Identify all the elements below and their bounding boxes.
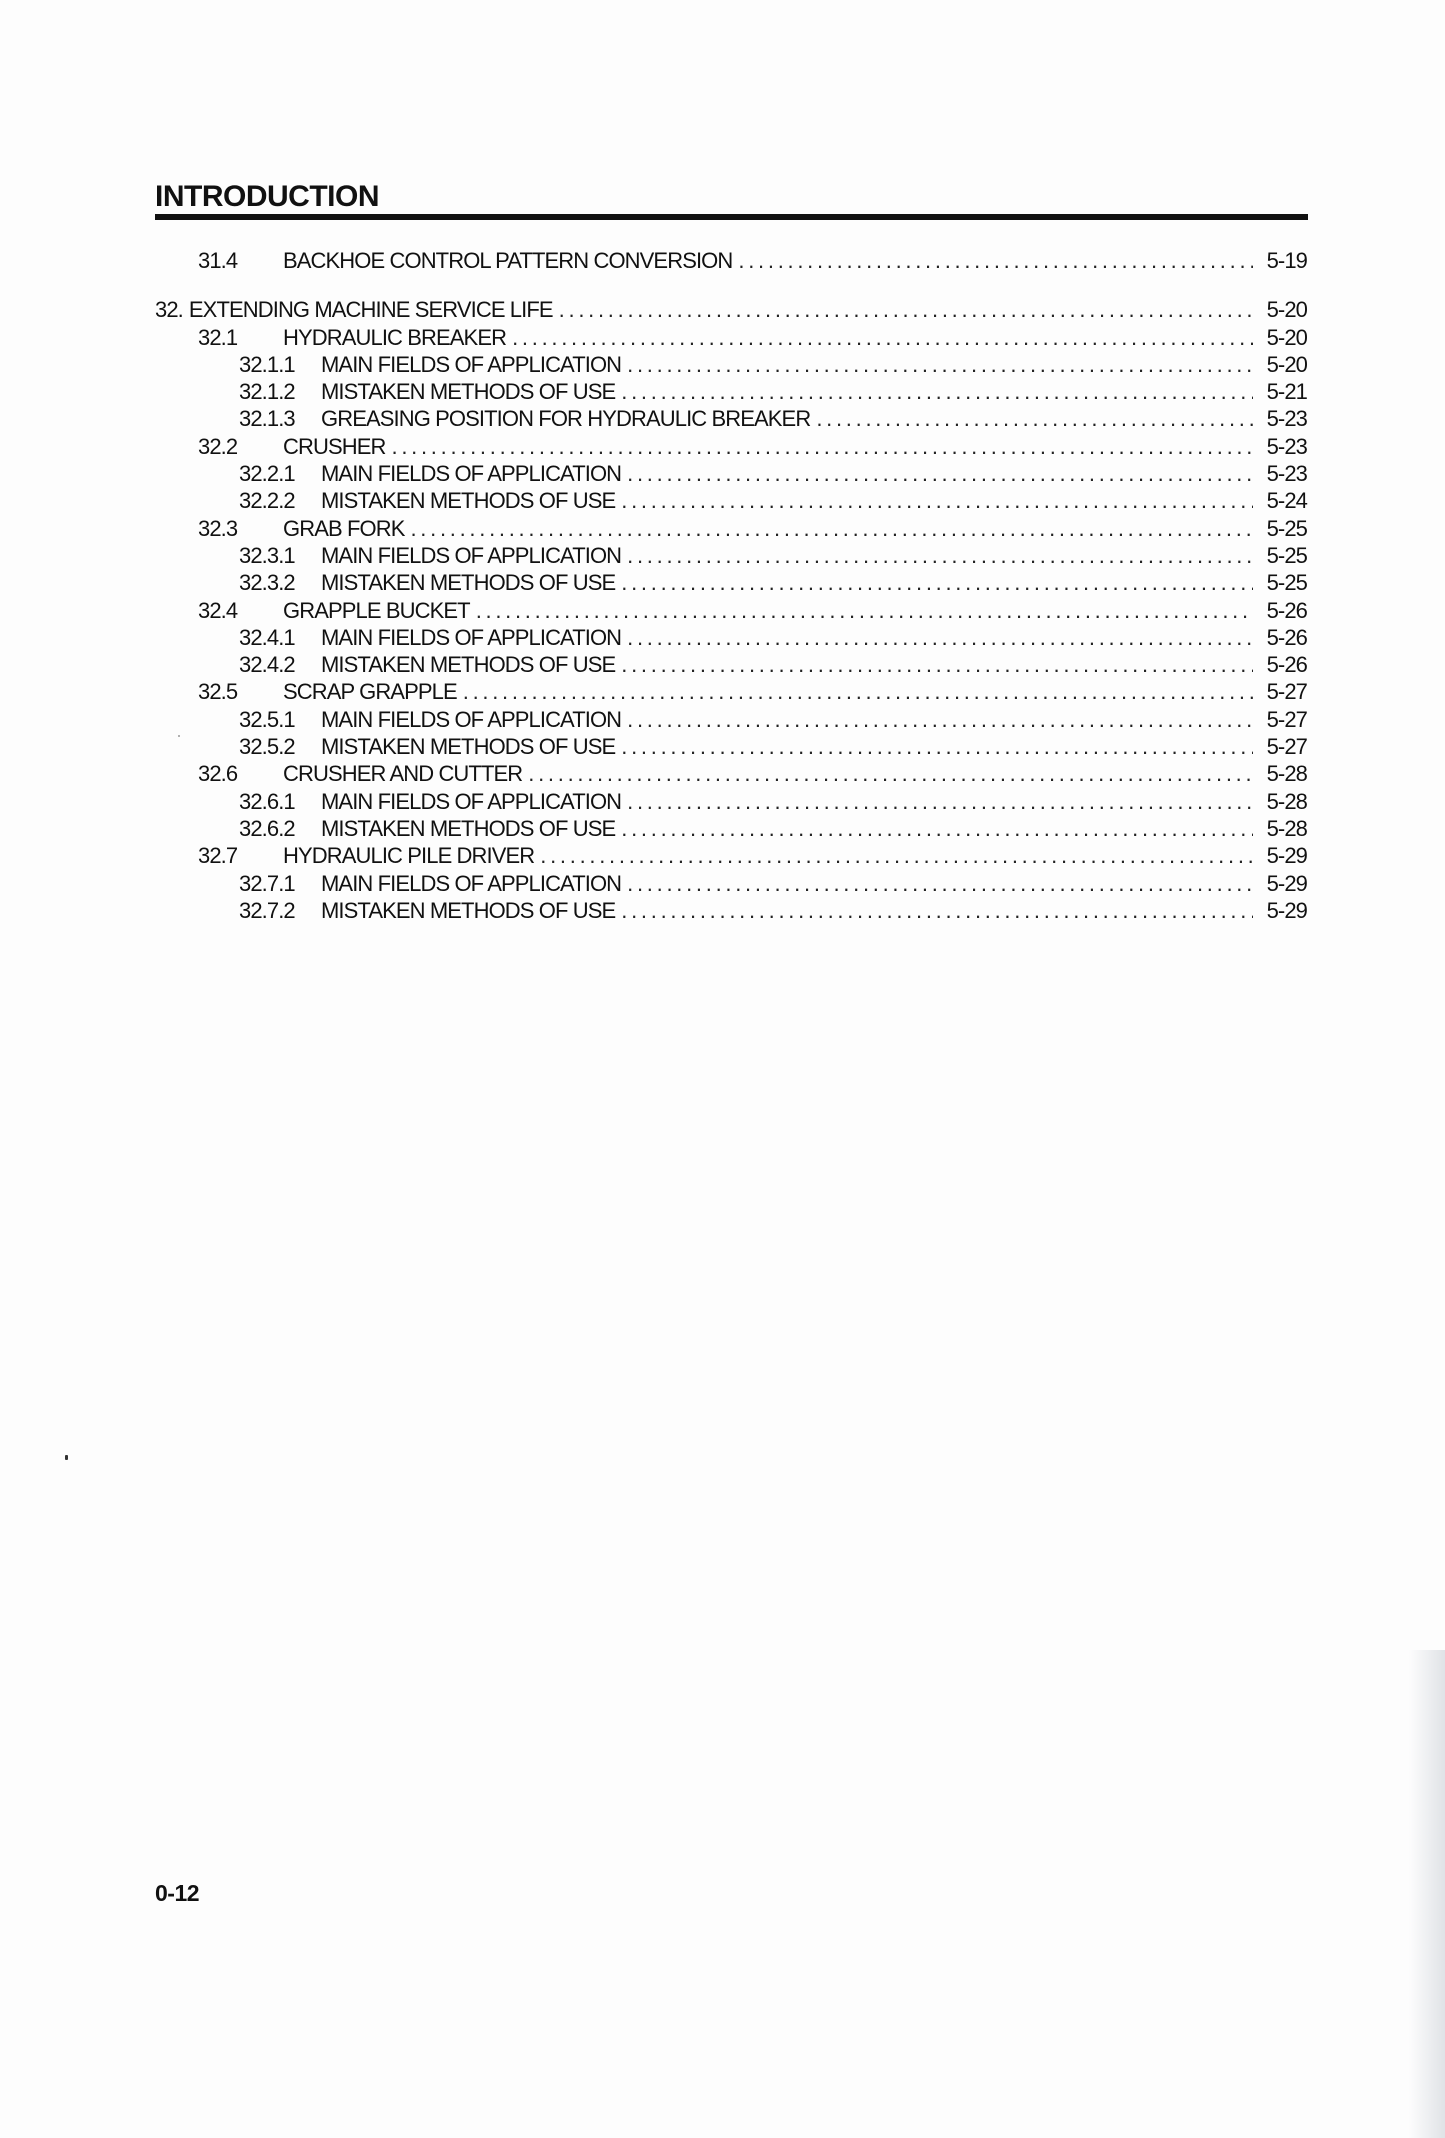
toc-entry-number: 32.1.1 (239, 351, 295, 377)
dot-leader (627, 352, 1253, 378)
toc-entry-page: 5-28 (1266, 788, 1307, 814)
dot-leader (738, 248, 1253, 274)
toc-entry-page: 5-29 (1266, 897, 1307, 923)
toc-entry (155, 516, 1307, 543)
toc-entry-number: 32.2 (198, 433, 238, 459)
toc-entry-number: 32. (155, 297, 183, 323)
toc-entry (155, 761, 1307, 788)
toc-entry (155, 625, 1307, 652)
toc-entry-page: 5-28 (1266, 761, 1307, 787)
scan-speck (65, 1455, 68, 1460)
toc-entry-title: SCRAP GRAPPLE (283, 679, 457, 705)
header-rule (155, 214, 1308, 220)
toc-entry-title: MISTAKEN METHODS OF USE (321, 734, 616, 760)
toc-entry-number: 32.6 (198, 761, 238, 787)
dot-leader (540, 843, 1253, 869)
toc-entry (155, 843, 1307, 870)
toc-entry-page: 5-21 (1266, 379, 1307, 405)
toc-entry-page: 5-29 (1266, 843, 1307, 869)
toc-entry-number: 32.6.2 (239, 815, 295, 841)
toc-entry-page: 5-20 (1266, 297, 1307, 323)
toc-entry-page: 5-26 (1266, 597, 1307, 623)
dot-leader (627, 789, 1253, 815)
toc-entry-title: MAIN FIELDS OF APPLICATION (321, 461, 622, 487)
toc-entry-number: 32.7.1 (239, 870, 295, 896)
toc-entry-number: 32.6.1 (239, 788, 295, 814)
dot-leader (627, 707, 1253, 733)
toc-entry-number: 32.5 (198, 679, 238, 705)
page-title: INTRODUCTION (155, 180, 379, 213)
toc-entry (155, 652, 1307, 679)
toc-entry (155, 871, 1307, 898)
toc-entry-page: 5-20 (1266, 324, 1307, 350)
dot-leader (621, 379, 1253, 405)
toc-entry-page: 5-29 (1266, 870, 1307, 896)
dot-leader (627, 871, 1253, 897)
toc-entry (155, 248, 1307, 275)
toc-entry-title: MAIN FIELDS OF APPLICATION (321, 706, 622, 732)
toc-entry (155, 352, 1307, 379)
toc-entry-title: MISTAKEN METHODS OF USE (321, 570, 616, 596)
toc-entry-page: 5-27 (1266, 706, 1307, 732)
toc-entry-title: HYDRAULIC PILE DRIVER (283, 843, 535, 869)
toc-entry-number: 32.7 (198, 843, 238, 869)
toc-entry-title: CRUSHER AND CUTTER (283, 761, 523, 787)
toc-entry-title: GRAB FORK (283, 515, 405, 541)
toc-entry-page: 5-26 (1266, 652, 1307, 678)
toc-entry (155, 434, 1307, 461)
toc-entry-number: 32.5.2 (239, 734, 295, 760)
toc-entry-title: MISTAKEN METHODS OF USE (321, 488, 616, 514)
page-number: 0-12 (155, 1880, 200, 1906)
toc-entry-number: 32.2.1 (239, 461, 295, 487)
dot-leader (816, 406, 1253, 432)
toc-entry (155, 406, 1307, 433)
toc-entry (155, 789, 1307, 816)
table-of-contents (155, 248, 1307, 925)
dot-leader (621, 816, 1253, 842)
toc-entry (155, 325, 1307, 352)
toc-entry-page: 5-27 (1266, 679, 1307, 705)
dot-leader (410, 516, 1253, 542)
toc-entry (155, 679, 1307, 706)
toc-entry (155, 734, 1307, 761)
toc-entry-page: 5-27 (1266, 734, 1307, 760)
toc-entry-page: 5-26 (1266, 624, 1307, 650)
toc-entry-page: 5-23 (1266, 406, 1307, 432)
toc-entry-page: 5-20 (1266, 351, 1307, 377)
dot-leader (392, 434, 1254, 460)
toc-entry-page: 5-23 (1266, 461, 1307, 487)
toc-entry (155, 816, 1307, 843)
toc-entry-title: GREASING POSITION FOR HYDRAULIC BREAKER (321, 406, 811, 432)
toc-entry (155, 379, 1307, 406)
toc-entry-title: GRAPPLE BUCKET (283, 597, 470, 623)
toc-entry-title: MAIN FIELDS OF APPLICATION (321, 624, 622, 650)
toc-entry-number: 32.2.2 (239, 488, 295, 514)
toc-entry-title: MAIN FIELDS OF APPLICATION (321, 542, 622, 568)
toc-entry-number: 32.5.1 (239, 706, 295, 732)
dot-leader (621, 898, 1253, 924)
dot-leader (621, 734, 1253, 760)
dot-leader (621, 652, 1253, 678)
dot-leader (621, 488, 1253, 514)
page-edge-shadow (1409, 1650, 1445, 2138)
toc-entry-number: 32.3 (198, 515, 238, 541)
toc-entry-page: 5-25 (1266, 570, 1307, 596)
toc-entry-title: BACKHOE CONTROL PATTERN CONVERSION (283, 248, 733, 273)
dot-leader (463, 679, 1253, 705)
toc-entry-number: 32.1.2 (239, 379, 295, 405)
toc-entry (155, 898, 1307, 925)
dot-leader (528, 761, 1253, 787)
dot-leader (627, 461, 1253, 487)
toc-entry-number: 32.4.1 (239, 624, 295, 650)
toc-entry-number: 32.4 (198, 597, 238, 623)
toc-entry-title: MISTAKEN METHODS OF USE (321, 652, 616, 678)
toc-entry (155, 543, 1307, 570)
dot-leader (627, 625, 1253, 651)
toc-entry-number: 32.1 (198, 324, 238, 350)
toc-entry-number: 32.7.2 (239, 897, 295, 923)
toc-entry-title: HYDRAULIC BREAKER (283, 324, 507, 350)
scan-speck (178, 735, 180, 737)
toc-entry-title: EXTENDING MACHINE SERVICE LIFE (188, 297, 553, 323)
toc-entry (155, 488, 1307, 515)
toc-entry-page: 5-28 (1266, 815, 1307, 841)
dot-leader (621, 570, 1253, 596)
toc-entry-title: MISTAKEN METHODS OF USE (321, 815, 616, 841)
toc-entry-number: 32.1.3 (239, 406, 295, 432)
toc-entry-number: 32.4.2 (239, 652, 295, 678)
toc-entry (155, 707, 1307, 734)
dot-leader (476, 598, 1253, 624)
dot-leader (512, 325, 1253, 351)
toc-entry-title: CRUSHER (283, 433, 386, 459)
toc-entry-number: 32.3.2 (239, 570, 295, 596)
toc-entry-page: 5-25 (1266, 515, 1307, 541)
toc-entry-title: MAIN FIELDS OF APPLICATION (321, 351, 622, 377)
toc-entry-page: 5-24 (1266, 488, 1307, 514)
dot-leader (627, 543, 1253, 569)
toc-entry-title: MISTAKEN METHODS OF USE (321, 379, 616, 405)
toc-entry-page: 5-25 (1266, 542, 1307, 568)
toc-entry-title: MISTAKEN METHODS OF USE (321, 897, 616, 923)
toc-entry (155, 570, 1307, 597)
toc-entry-page: 5-19 (1266, 248, 1307, 273)
toc-entry-number: 31.4 (198, 248, 238, 273)
toc-entry-page: 5-23 (1266, 433, 1307, 459)
toc-entry (155, 598, 1307, 625)
toc-entry (155, 461, 1307, 488)
toc-entry-number: 32.3.1 (239, 542, 295, 568)
toc-entry-title: MAIN FIELDS OF APPLICATION (321, 788, 622, 814)
toc-entry (155, 297, 1307, 324)
dot-leader (559, 297, 1253, 323)
toc-entry-title: MAIN FIELDS OF APPLICATION (321, 870, 622, 896)
